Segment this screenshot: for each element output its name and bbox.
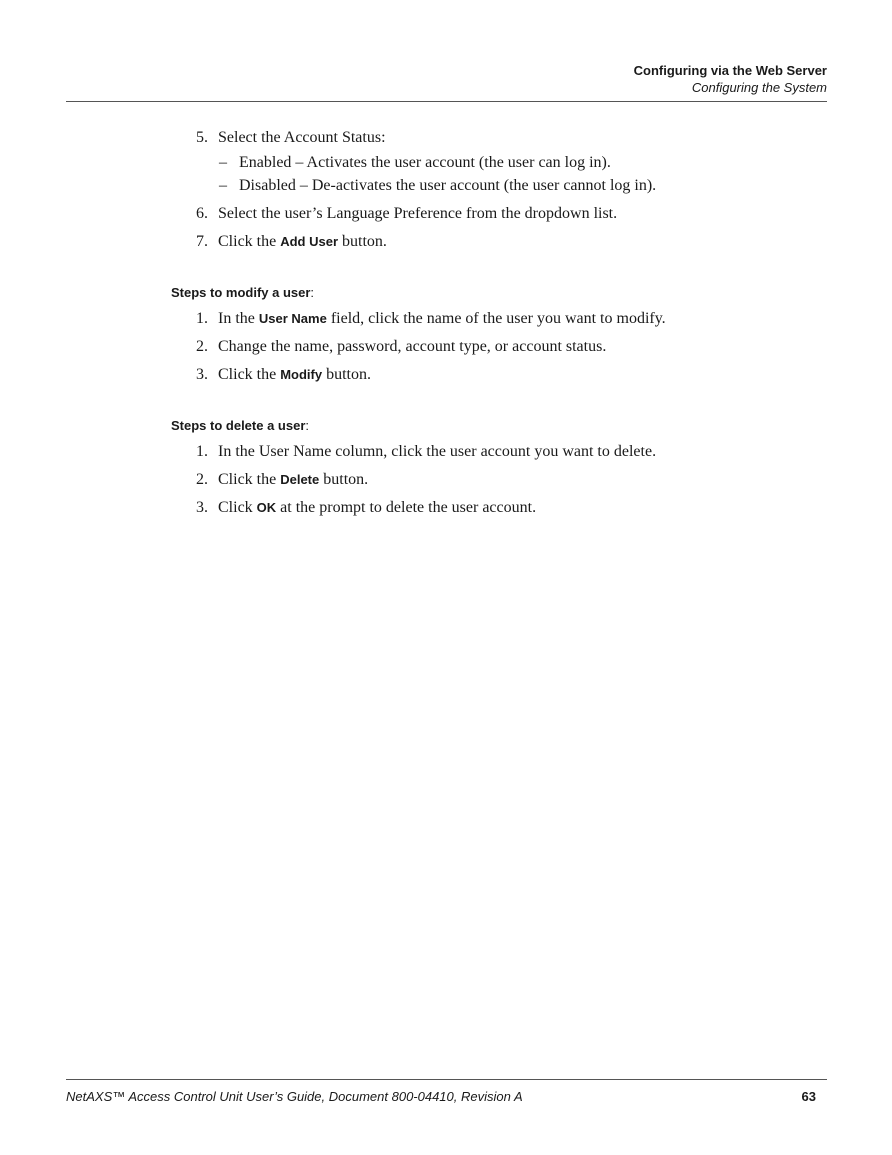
step-text-post: button. [319, 471, 369, 488]
step-number: 2. [196, 338, 208, 355]
step-number: 7. [196, 233, 208, 250]
page-footer [66, 1088, 816, 1105]
list-item [0, 337, 892, 365]
step-number: 2. [196, 471, 208, 488]
heading-text: Steps to delete a user [171, 418, 306, 433]
step-text-pre: Click the [218, 233, 281, 250]
list-item [0, 309, 892, 337]
step-number: 3. [196, 499, 208, 516]
step-text-post: button. [338, 233, 387, 250]
step-text: Select the Account Status: [218, 129, 386, 146]
header-divider [66, 101, 827, 102]
heading-text: Steps to modify a user [171, 285, 311, 300]
document-title: NetAXS™ Access Control Unit User’s Guide, Document 800-04410, Revision A [66, 1089, 523, 1104]
option-text: Enabled – Activates the user account (the user can log in). [239, 154, 611, 171]
step-text-pre: Click [218, 499, 257, 516]
procedure-heading-modify [0, 283, 892, 303]
list-item [0, 365, 892, 393]
list-item [0, 232, 892, 260]
list-item [0, 128, 892, 156]
step-text: In the User Name column, click the user account you want to delete. [218, 443, 657, 460]
list-item [0, 204, 892, 232]
step-number: 3. [196, 366, 208, 383]
section-title: Configuring the System [691, 80, 827, 95]
bullet-dash: – [219, 177, 227, 194]
step-text: Select the user’s Language Preference from the dropdown list. [218, 205, 618, 222]
footer-divider [66, 1079, 827, 1080]
option-text: Disabled – De-activates the user account (the user cannot log in). [239, 177, 657, 194]
step-text: Change the name, password, account type, or account status. [218, 338, 607, 355]
page-body [0, 128, 892, 526]
step-number: 6. [196, 205, 208, 222]
step-number: 1. [196, 310, 208, 327]
heading-colon: : [305, 418, 310, 433]
bullet-dash: – [219, 154, 227, 171]
page-number: 63 [801, 1089, 816, 1104]
ui-term-ok: OK [256, 500, 277, 515]
ui-term-add-user: Add User [280, 234, 339, 249]
list-item [0, 470, 892, 498]
procedure-heading-delete [0, 416, 892, 436]
page-header [634, 62, 827, 96]
ui-term-user-name: User Name [258, 311, 327, 326]
ui-term-delete: Delete [280, 472, 320, 487]
step-text-post: at the prompt to delete the user account. [276, 499, 537, 516]
step-text-pre: In the [218, 310, 259, 327]
chapter-title: Configuring via the Web Server [633, 63, 827, 78]
step-text-post: button. [322, 366, 371, 383]
list-item [0, 176, 892, 204]
list-item [0, 153, 892, 176]
list-item [0, 442, 892, 470]
list-item [0, 498, 892, 526]
ui-term-modify: Modify [280, 367, 323, 382]
step-text-pre: Click the [218, 366, 281, 383]
step-number: 1. [196, 443, 208, 460]
step-text-post: field, click the name of the user you want to modify. [326, 310, 666, 327]
step-text-pre: Click the [218, 471, 281, 488]
heading-colon: : [310, 285, 315, 300]
step-number: 5. [196, 129, 208, 146]
